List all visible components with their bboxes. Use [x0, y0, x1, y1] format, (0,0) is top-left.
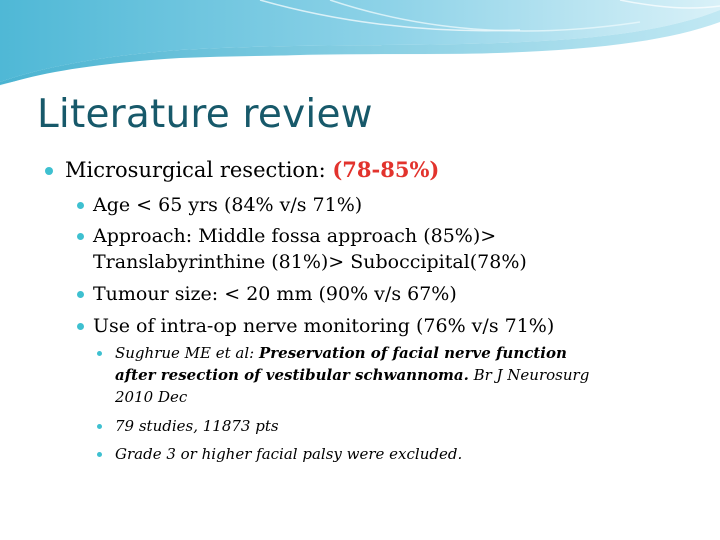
bullet-dot-icon [97, 452, 102, 457]
bullet-tumour-size: Tumour size: < 20 mm (90% v/s 67%) [93, 283, 457, 305]
bullet-microsurgical-resection: Microsurgical resection: (78-85%) [65, 157, 440, 182]
bullet-dot-icon [97, 351, 102, 356]
bullet-dot-icon [77, 323, 84, 330]
bullet-study-count: 79 studies, 11873 pts [115, 417, 279, 435]
slide-title: Literature review [37, 92, 373, 137]
resection-rate-highlight: (78-85%) [332, 157, 440, 182]
bullet-dot-icon [97, 424, 102, 429]
bullet-exclusion: Grade 3 or higher facial palsy were excluded. [115, 445, 463, 463]
bullet-dot-icon [45, 167, 53, 175]
bullet-nerve-monitoring: Use of intra-op nerve monitoring (76% v/s 71%) [93, 315, 555, 337]
bullet-dot-icon [77, 202, 84, 209]
bullet-reference: Sughrue ME et al: Preservation of facial nerve function after resection of vestibular schwannoma. Br J Neurosurg 2010 Dec [115, 344, 590, 406]
bullet-dot-icon [77, 291, 84, 298]
bullet-approach: Approach: Middle fossa approach (85%)> Translabyrinthine (81%)> Suboccipital(78%) [93, 225, 527, 273]
bullet-dot-icon [77, 233, 84, 240]
bullet-age: Age < 65 yrs (84% v/s 71%) [93, 194, 363, 216]
header-swoosh-decoration [0, 0, 720, 90]
